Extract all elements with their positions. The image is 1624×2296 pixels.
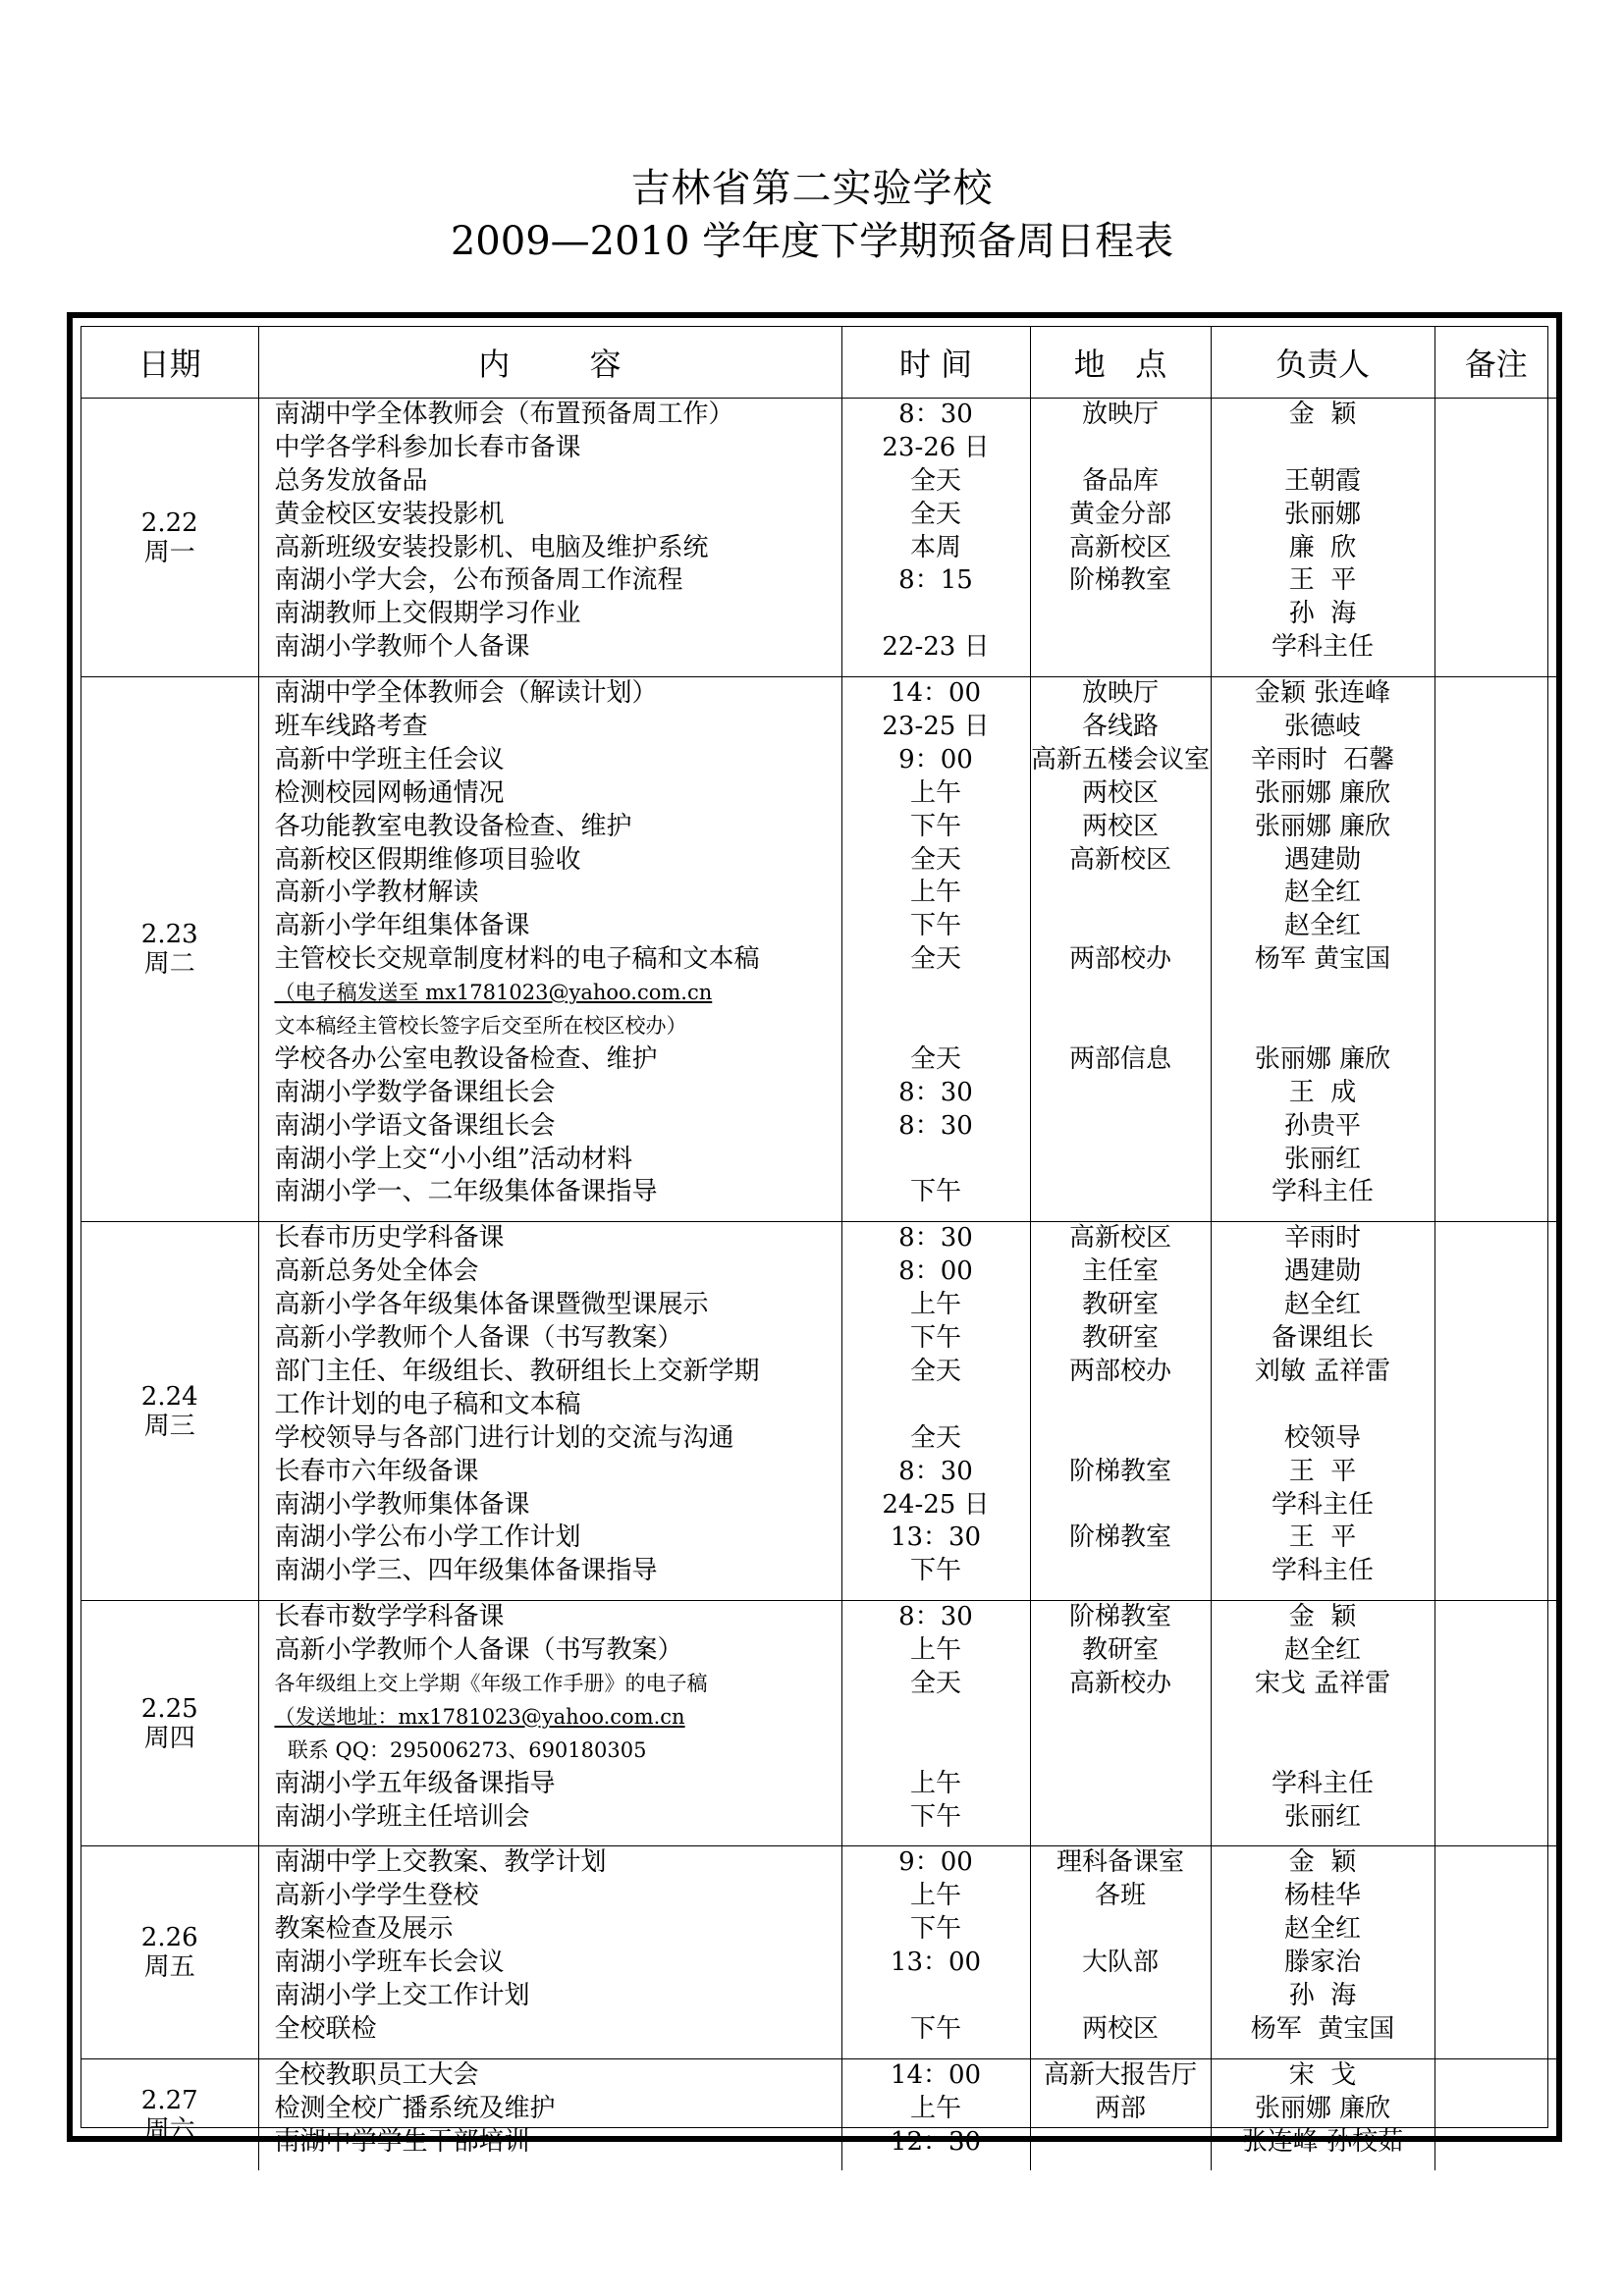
event-time: 全天 [909, 1668, 961, 1698]
event-content-cell [258, 677, 841, 1222]
event-responsible: 辛雨时 [1283, 1223, 1361, 1254]
event-responsible: 金 颖 [1288, 1847, 1357, 1878]
event-place [1031, 1913, 1211, 1947]
document-title: 吉林省第二实验学校 [630, 166, 994, 211]
event-place: 教研室 [1081, 1635, 1159, 1666]
event-content: 全校联检 [274, 2013, 377, 2044]
event-content: 南湖小学公布小学工作计划 [274, 1522, 581, 1553]
event-place-cell [1030, 1846, 1211, 2058]
event-responsible [1212, 1735, 1435, 1768]
day-row [81, 1222, 1557, 1601]
event-place [1031, 598, 1211, 631]
event-content: 南湖中学学生干部培训 [274, 2126, 530, 2157]
event-content: 高新小学学生登校 [274, 1881, 479, 1911]
event-time [842, 1701, 1030, 1735]
day-weekday: 周四 [143, 1723, 195, 1753]
note-cell [1435, 1846, 1557, 2058]
day-weekday: 周二 [143, 949, 195, 980]
event-place: 黄金分部 [1068, 499, 1171, 529]
day-row [81, 677, 1557, 1222]
event-place: 备品库 [1081, 465, 1159, 496]
event-responsible: 赵全红 [1283, 911, 1361, 941]
event-responsible: 杨军 黄宝国 [1250, 2013, 1395, 2044]
event-responsible: 宋戈 孟祥雷 [1254, 1668, 1391, 1698]
document-subtitle: 2009—2010 学年度下学期预备周日程表 [450, 219, 1174, 264]
event-responsible: 张丽娜 廉欣 [1254, 1043, 1391, 1074]
event-time: 8：00 [898, 1256, 973, 1287]
note-cell [1435, 399, 1557, 677]
event-content: 南湖小学语文备课组长会 [274, 1110, 556, 1141]
event-place [1031, 1701, 1211, 1735]
event-time: 23-26 日 [882, 432, 990, 462]
event-content: 南湖小学教师集体备课 [274, 1489, 530, 1520]
event-responsible: 宋 戈 [1288, 2059, 1357, 2090]
day-weekday: 周三 [143, 1411, 195, 1441]
event-time-cell [841, 677, 1030, 1222]
event-time: 14：00 [890, 678, 982, 709]
event-place: 大队部 [1081, 1948, 1159, 1978]
event-time-cell [841, 399, 1030, 677]
event-responsible-cell [1211, 399, 1435, 677]
event-time-cell [841, 1601, 1030, 1846]
event-responsible: 王朝霞 [1283, 465, 1361, 496]
event-responsible: 金 颖 [1288, 1602, 1357, 1632]
event-place [1031, 1735, 1211, 1768]
event-place [1031, 2126, 1211, 2160]
event-time: 上午 [909, 777, 961, 808]
event-content: 高新小学教师个人备课（书写教案） [274, 1635, 683, 1666]
day-date-cell [81, 2058, 258, 2170]
event-responsible: 辛雨时 石馨 [1250, 744, 1395, 774]
event-responsible: 赵全红 [1283, 1914, 1361, 1945]
event-content: 南湖小学班车长会议 [274, 1948, 505, 1978]
event-content: 高新小学年组集体备课 [274, 911, 530, 941]
event-time: 23-25 日 [882, 712, 990, 742]
day-date: 2.26 [140, 1923, 198, 1953]
event-place [1031, 1801, 1211, 1835]
event-time: 9：00 [898, 1847, 973, 1878]
event-time: 8：30 [898, 1077, 973, 1107]
event-place [1031, 1489, 1211, 1522]
event-responsible: 刘敏 孟祥雷 [1254, 1356, 1391, 1386]
event-responsible: 赵全红 [1283, 1290, 1361, 1320]
event-place: 阶梯教室 [1068, 1602, 1171, 1632]
event-place: 理科备课室 [1056, 1847, 1184, 1878]
event-place: 高新校区 [1068, 1223, 1171, 1254]
event-responsible: 张丽娜 廉欣 [1254, 2093, 1391, 2123]
event-responsible: 滕家治 [1283, 1948, 1361, 1978]
event-responsible-cell [1211, 1222, 1435, 1601]
event-content-cell [258, 1222, 841, 1601]
event-content: （电子稿发送至 mx1781023@yahoo.com.cn [274, 981, 713, 1005]
event-responsible: 张丽红 [1283, 1801, 1361, 1832]
day-date: 2.27 [140, 2085, 198, 2115]
event-time: 24-25 日 [882, 1489, 990, 1520]
event-time [842, 1735, 1030, 1768]
event-place: 两部信息 [1068, 1043, 1171, 1074]
event-place [1031, 1010, 1211, 1043]
event-responsible: 孙贵平 [1283, 1110, 1361, 1141]
event-responsible-cell [1211, 1601, 1435, 1846]
event-responsible: 王 平 [1288, 1456, 1357, 1486]
event-responsible [1212, 977, 1435, 1010]
event-time: 上午 [909, 1635, 961, 1666]
event-responsible: 金颖 张连峰 [1254, 678, 1391, 709]
event-time [842, 1010, 1030, 1043]
event-time: 全天 [909, 499, 961, 529]
day-date-cell [81, 399, 258, 677]
event-time: 下午 [909, 1914, 961, 1945]
event-time: 13：30 [890, 1522, 982, 1553]
event-responsible: 张丽娜 [1283, 499, 1361, 529]
event-place [1031, 631, 1211, 665]
event-content: 高新总务处全体会 [274, 1256, 479, 1287]
schedule-frame [67, 312, 1562, 2157]
event-responsible: 赵全红 [1283, 1635, 1361, 1666]
event-time-cell [841, 2058, 1030, 2170]
event-responsible-cell [1211, 2058, 1435, 2170]
event-responsible: 遇建勋 [1283, 1256, 1361, 1287]
event-time: 上午 [909, 1290, 961, 1320]
note-cell [1435, 2058, 1557, 2170]
event-content: 高新小学教材解读 [274, 878, 479, 908]
day-date: 2.23 [140, 920, 198, 950]
event-time: 全天 [909, 1356, 961, 1386]
event-place [1031, 977, 1211, 1010]
event-time: 上午 [909, 1881, 961, 1911]
event-responsible: 赵全红 [1283, 878, 1361, 908]
event-content: 中学各学科参加长春市备课 [274, 432, 581, 462]
event-content: 黄金校区安装投影机 [274, 499, 505, 529]
event-responsible: 张丽娜 廉欣 [1254, 811, 1391, 841]
event-time: 下午 [909, 1556, 961, 1586]
event-time [842, 1980, 1030, 2013]
event-time: 8：30 [898, 1456, 973, 1486]
event-time-cell [841, 1222, 1030, 1601]
day-date-cell [81, 1846, 258, 2058]
day-date-cell [81, 677, 258, 1222]
event-time [842, 1144, 1030, 1177]
event-responsible: 金 颖 [1288, 400, 1357, 429]
event-time: 全天 [909, 844, 961, 875]
event-responsible: 王 成 [1288, 1077, 1357, 1107]
event-content: 检测全校广播系统及维护 [274, 2093, 556, 2123]
event-place [1031, 877, 1211, 910]
event-content: 部门主任、年级组长、教研组长上交新学期 [274, 1356, 760, 1386]
event-content: 高新小学教师个人备课（书写教案） [274, 1323, 683, 1354]
event-content: 各年级组上交上学期《年级工作手册》的电子稿 [274, 1671, 708, 1695]
event-content: 南湖小学班主任培训会 [274, 1801, 530, 1832]
event-content: 南湖小学数学备课组长会 [274, 1077, 556, 1107]
event-place: 两校区 [1081, 2013, 1159, 2044]
event-place: 各线路 [1081, 712, 1159, 742]
event-responsible: 张丽娜 廉欣 [1254, 777, 1391, 808]
event-place [1031, 432, 1211, 465]
schedule-body [81, 399, 1557, 2171]
event-time: 下午 [909, 811, 961, 841]
day-weekday: 周一 [143, 537, 195, 567]
event-content: 南湖小学教师个人备课 [274, 632, 530, 663]
event-content: 班车线路考查 [274, 712, 428, 742]
event-time: 上午 [909, 1768, 961, 1798]
event-responsible: 学科主任 [1271, 1177, 1374, 1207]
event-responsible: 孙 海 [1288, 1980, 1357, 2010]
event-responsible-cell [1211, 677, 1435, 1222]
event-content: 南湖小学一、二年级集体备课指导 [274, 1177, 658, 1207]
event-place: 两部校办 [1068, 1356, 1171, 1386]
event-place: 两部校办 [1068, 944, 1171, 975]
event-place [1031, 910, 1211, 943]
event-place: 高新校办 [1068, 1668, 1171, 1698]
header-row [81, 327, 1557, 399]
day-row [81, 399, 1557, 677]
event-responsible: 张丽红 [1283, 1144, 1361, 1174]
event-responsible: 学科主任 [1271, 1489, 1374, 1520]
event-responsible: 张德岐 [1283, 712, 1361, 742]
event-time: 12：30 [890, 2126, 982, 2157]
event-place: 各班 [1094, 1881, 1146, 1911]
event-time: 上午 [909, 878, 961, 908]
event-place [1031, 1422, 1211, 1456]
event-time: 22-23 日 [882, 632, 990, 663]
day-row [81, 1846, 1557, 2058]
event-content: 南湖小学五年级备课指导 [274, 1768, 556, 1798]
event-time: 8：15 [898, 565, 973, 596]
event-content: 高新班级安装投影机、电脑及维护系统 [274, 532, 709, 562]
schedule-table-container [81, 326, 1548, 2157]
event-responsible: 孙 海 [1288, 599, 1357, 629]
event-time: 下午 [909, 1323, 961, 1354]
event-responsible: 学科主任 [1271, 1768, 1374, 1798]
event-responsible: 张连峰 孙校茹 [1241, 2126, 1404, 2157]
event-time: 8：30 [898, 400, 973, 429]
event-place: 放映厅 [1081, 678, 1159, 709]
header-date: 日期 [81, 327, 258, 399]
header-note: 备注 [1435, 327, 1557, 399]
event-responsible: 杨军 黄宝国 [1254, 944, 1391, 975]
event-time: 上午 [909, 2093, 961, 2123]
event-content: 长春市六年级备课 [274, 1456, 479, 1486]
event-responsible: 学科主任 [1271, 632, 1374, 663]
event-time: 14：00 [890, 2059, 982, 2090]
event-content: 各功能教室电教设备检查、维护 [274, 811, 632, 841]
event-place-cell [1030, 1222, 1211, 1601]
event-time: 全天 [909, 465, 961, 496]
event-responsible: 校领导 [1283, 1422, 1361, 1453]
event-place: 两校区 [1081, 811, 1159, 841]
event-place [1031, 1389, 1211, 1422]
event-place [1031, 1110, 1211, 1144]
event-place: 两部 [1094, 2093, 1146, 2123]
event-responsible-cell [1211, 1846, 1435, 2058]
event-place [1031, 1555, 1211, 1588]
event-place [1031, 1980, 1211, 2013]
event-time: 下午 [909, 911, 961, 941]
day-date-cell [81, 1601, 258, 1846]
event-content: 高新小学各年级集体备课暨微型课展示 [274, 1290, 709, 1320]
event-content: 南湖中学全体教师会（布置预备周工作） [274, 400, 734, 429]
event-content: （发送地址：mx1781023@yahoo.com.cn [274, 1704, 685, 1729]
event-content: 长春市历史学科备课 [274, 1223, 505, 1254]
event-content: 教案检查及展示 [274, 1914, 454, 1945]
event-time [842, 598, 1030, 631]
event-content: 主管校长交规章制度材料的电子稿和文本稿 [274, 944, 760, 975]
day-row [81, 2058, 1557, 2170]
event-time: 8：30 [898, 1602, 973, 1632]
event-content: 南湖教师上交假期学习作业 [274, 599, 581, 629]
event-place-cell [1030, 1601, 1211, 1846]
event-responsible: 廉 欣 [1288, 532, 1357, 562]
header-time: 时 间 [841, 327, 1030, 399]
event-responsible [1212, 1701, 1435, 1735]
event-place: 教研室 [1081, 1323, 1159, 1354]
event-place: 两校区 [1081, 777, 1159, 808]
event-time: 本周 [909, 532, 961, 562]
day-date: 2.22 [140, 507, 198, 538]
event-place: 阶梯教室 [1068, 1522, 1171, 1553]
event-place [1031, 1077, 1211, 1110]
event-responsible: 杨桂华 [1283, 1881, 1361, 1911]
event-place: 高新五楼会议室 [1030, 744, 1210, 774]
event-content: 学校各办公室电教设备检查、维护 [274, 1043, 658, 1074]
event-content: 高新校区假期维修项目验收 [274, 844, 581, 875]
event-content: 南湖中学上交教案、教学计划 [274, 1847, 607, 1878]
event-content: 检测校园网畅通情况 [274, 777, 505, 808]
event-time: 全天 [909, 1422, 961, 1453]
event-content: 南湖小学上交工作计划 [274, 1980, 530, 2010]
note-cell [1435, 1601, 1557, 1846]
event-time: 下午 [909, 2013, 961, 2044]
event-place-cell [1030, 2058, 1211, 2170]
event-responsible: 王 平 [1288, 1522, 1357, 1553]
event-place: 阶梯教室 [1068, 565, 1171, 596]
event-time: 下午 [909, 1801, 961, 1832]
event-place: 阶梯教室 [1068, 1456, 1171, 1486]
day-date: 2.25 [140, 1693, 198, 1724]
event-time: 9：00 [898, 744, 973, 774]
event-responsible: 遇建勋 [1283, 844, 1361, 875]
event-time: 全天 [909, 944, 961, 975]
day-weekday: 周六 [143, 2114, 195, 2145]
event-content: 南湖小学大会，公布预备周工作流程 [274, 565, 683, 596]
event-content-cell [258, 1846, 841, 2058]
header-place: 地 点 [1030, 327, 1211, 399]
day-date-cell [81, 1222, 258, 1601]
event-responsible: 备课组长 [1271, 1323, 1374, 1354]
event-content: 文本稿经主管校长签字后交至所在校区校办） [274, 1014, 687, 1039]
event-content: 工作计划的电子稿和文本稿 [274, 1389, 581, 1419]
event-place-cell [1030, 677, 1211, 1222]
event-content: 南湖小学三、四年级集体备课指导 [274, 1556, 658, 1586]
event-content-cell [258, 2058, 841, 2170]
day-date: 2.24 [140, 1381, 198, 1412]
event-place: 高新校区 [1068, 844, 1171, 875]
event-place [1031, 1176, 1211, 1209]
event-time: 全天 [909, 1043, 961, 1074]
event-place: 教研室 [1081, 1290, 1159, 1320]
event-time [842, 977, 1030, 1010]
day-weekday: 周五 [143, 1952, 195, 1983]
event-place [1031, 1144, 1211, 1177]
event-place: 高新校区 [1068, 532, 1171, 562]
event-responsible [1212, 432, 1435, 465]
event-responsible [1212, 1389, 1435, 1422]
event-time: 8：30 [898, 1110, 973, 1141]
event-responsible: 王 平 [1288, 565, 1357, 596]
event-responsible [1212, 1010, 1435, 1043]
event-time: 下午 [909, 1177, 961, 1207]
event-place: 高新大报告厅 [1043, 2059, 1197, 2090]
header-content: 内 容 [258, 327, 841, 399]
event-time: 8：30 [898, 1223, 973, 1254]
day-row [81, 1601, 1557, 1846]
schedule-table [81, 327, 1557, 2170]
event-time: 13：00 [890, 1948, 982, 1978]
event-content: 学校领导与各部门进行计划的交流与沟通 [274, 1422, 734, 1453]
note-cell [1435, 1222, 1557, 1601]
event-place-cell [1030, 399, 1211, 677]
event-responsible: 学科主任 [1271, 1556, 1374, 1586]
event-place: 放映厅 [1081, 400, 1159, 429]
note-cell [1435, 677, 1557, 1222]
event-content: 全校教职员工大会 [274, 2059, 479, 2090]
event-content: 南湖中学全体教师会（解读计划） [274, 678, 658, 709]
event-time [842, 1389, 1030, 1422]
header-responsible: 负责人 [1211, 327, 1435, 399]
event-place [1031, 1768, 1211, 1801]
event-content: 南湖小学上交“小小组”活动材料 [274, 1144, 633, 1174]
event-content-cell [258, 399, 841, 677]
event-content: 长春市数学学科备课 [274, 1602, 505, 1632]
event-content: 联系 QQ：295006273、690180305 [274, 1737, 647, 1762]
event-content: 高新中学班主任会议 [274, 744, 505, 774]
event-place: 主任室 [1081, 1256, 1159, 1287]
event-time-cell [841, 1846, 1030, 2058]
event-content-cell [258, 1601, 841, 1846]
event-content: 总务发放备品 [274, 465, 428, 496]
